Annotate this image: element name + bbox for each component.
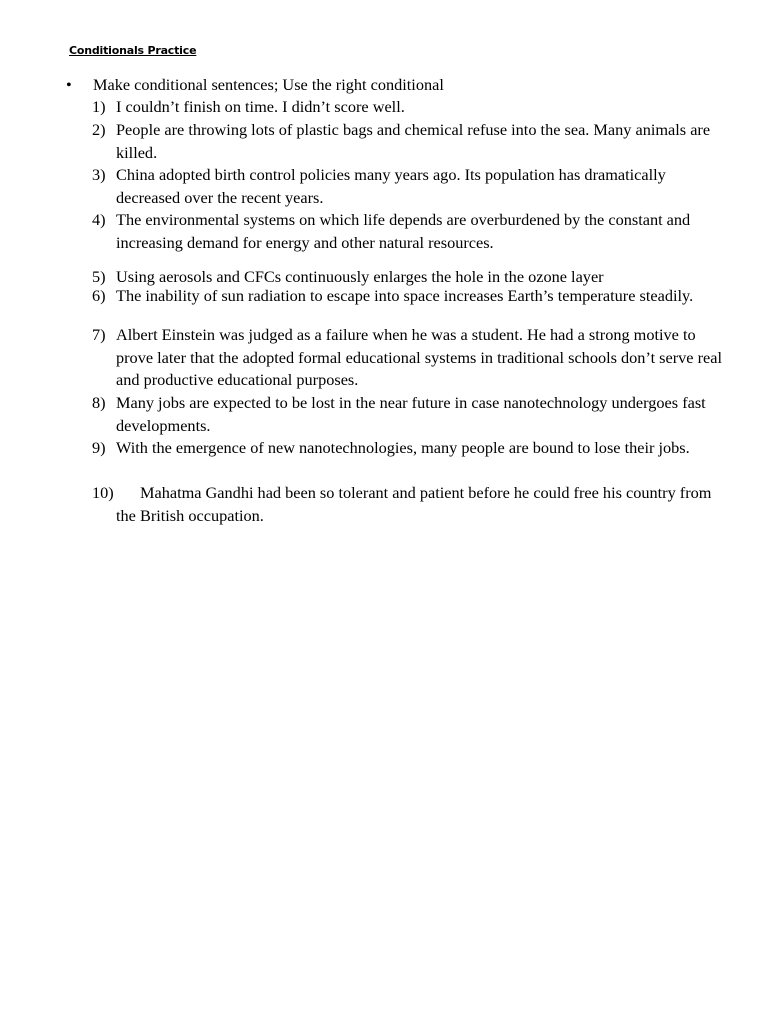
exercise-number: 9) [92,438,106,457]
exercise-number: 5) [92,267,106,286]
exercise-text: Using aerosols and CFCs continuously enlarges the hole in the ozone layer [116,267,604,286]
exercise-number: 1) [92,97,106,116]
exercise-number: 2) [92,120,106,139]
exercise-number: 3) [92,165,106,184]
bullet-icon: • [66,75,72,94]
exercise-item-9 [92,437,722,460]
exercise-number: 7) [92,325,106,344]
exercise-item-1 [92,96,722,119]
exercise-text: Mahatma Gandhi had been so tolerant and patient before he could free his country from the British occupation. [116,483,712,525]
exercise-item-2 [92,119,722,164]
exercise-item-8 [92,392,722,437]
exercise-item-6 [92,286,722,306]
exercise-text: The environmental systems on which life depends are overburdened by the constant and increasing demand for energy and other natural resources. [116,210,691,252]
exercise-text: With the emergence of new nanotechnologies, many people are bound to lose their jobs. [116,438,690,457]
exercise-item-10 [92,482,722,527]
exercise-number: 6) [92,286,106,305]
exercise-number: 4) [92,210,106,229]
exercise-text: I couldn’t finish on time. I didn’t score well. [116,97,405,116]
instruction-text: Make conditional sentences; Use the right conditional [93,75,444,94]
exercise-item-7 [92,324,722,392]
exercise-number: 8) [92,393,106,412]
exercise-number: 10) [92,483,114,502]
exercise-text: Many jobs are expected to be lost in the near future in case nanotechnology undergoes fast developments. [116,393,706,435]
document-title: Conditionals Practice [69,44,197,57]
exercise-text: The inability of sun radiation to escape into space increases Earth’s temperature steadily. [116,286,694,305]
exercise-text: China adopted birth control policies many years ago. Its population has dramatically decreased over the recent years. [116,165,666,207]
exercise-text: People are throwing lots of plastic bags and chemical refuse into the sea. Many animals are killed. [116,120,711,162]
exercise-item-5 [92,267,722,287]
exercise-item-4 [92,209,722,254]
exercise-text: Albert Einstein was judged as a failure when he was a student. He had a strong motive to prove later that the adopted formal educational systems in traditional schools don’t serve real and productive educational purposes. [116,325,722,390]
exercise-item-3 [92,164,722,209]
